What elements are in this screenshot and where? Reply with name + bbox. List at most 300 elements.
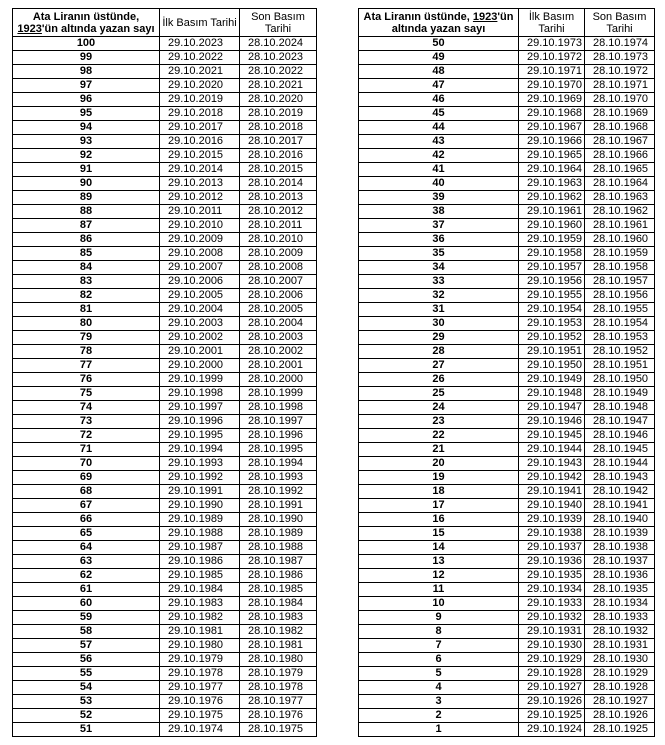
row-first-print: 29.10.1925 — [519, 709, 585, 723]
row-first-print: 29.10.1995 — [160, 429, 240, 443]
row-first-print: 29.10.1989 — [160, 513, 240, 527]
table-row — [359, 653, 655, 667]
row-last-print: 28.10.1953 — [585, 331, 655, 345]
table-row — [359, 597, 655, 611]
row-first-print: 29.10.1933 — [519, 597, 585, 611]
table-row — [359, 177, 655, 191]
table-row — [359, 121, 655, 135]
row-last-print: 28.10.1991 — [240, 499, 317, 513]
row-first-print: 29.10.2014 — [160, 163, 240, 177]
row-number: 74 — [13, 401, 160, 415]
row-first-print: 29.10.1965 — [519, 149, 585, 163]
row-number: 90 — [13, 177, 160, 191]
row-first-print: 29.10.1997 — [160, 401, 240, 415]
row-number: 12 — [359, 569, 519, 583]
table-row — [359, 415, 655, 429]
row-number: 72 — [13, 429, 160, 443]
table-row — [13, 79, 317, 93]
header-row — [359, 9, 655, 37]
row-first-print: 29.10.2023 — [160, 37, 240, 51]
row-number: 100 — [13, 37, 160, 51]
row-number: 98 — [13, 65, 160, 79]
table-row — [13, 219, 317, 233]
row-last-print: 28.10.1948 — [585, 401, 655, 415]
row-number: 27 — [359, 359, 519, 373]
row-number: 46 — [359, 93, 519, 107]
row-last-print: 28.10.1959 — [585, 247, 655, 261]
row-last-print: 28.10.1927 — [585, 695, 655, 709]
table-row — [13, 373, 317, 387]
row-number: 83 — [13, 275, 160, 289]
row-number: 3 — [359, 695, 519, 709]
row-last-print: 28.10.1945 — [585, 443, 655, 457]
row-first-print: 29.10.1963 — [519, 177, 585, 191]
row-number: 75 — [13, 387, 160, 401]
row-first-print: 29.10.1971 — [519, 65, 585, 79]
row-number: 44 — [359, 121, 519, 135]
row-first-print: 29.10.2000 — [160, 359, 240, 373]
row-number: 73 — [13, 415, 160, 429]
table-row — [13, 205, 317, 219]
row-number: 71 — [13, 443, 160, 457]
row-first-print: 29.10.2015 — [160, 149, 240, 163]
row-last-print: 28.10.2022 — [240, 65, 317, 79]
row-last-print: 28.10.1941 — [585, 499, 655, 513]
row-first-print: 29.10.2013 — [160, 177, 240, 191]
table-row — [359, 93, 655, 107]
row-number: 65 — [13, 527, 160, 541]
table-row — [359, 205, 655, 219]
row-first-print: 29.10.1978 — [160, 667, 240, 681]
row-number: 80 — [13, 317, 160, 331]
row-first-print: 29.10.1956 — [519, 275, 585, 289]
row-first-print: 29.10.1952 — [519, 331, 585, 345]
row-number: 92 — [13, 149, 160, 163]
row-last-print: 28.10.1943 — [585, 471, 655, 485]
row-first-print: 29.10.1969 — [519, 93, 585, 107]
table-row — [359, 163, 655, 177]
row-last-print: 28.10.1963 — [585, 191, 655, 205]
table-row — [359, 303, 655, 317]
table-row — [13, 597, 317, 611]
row-number: 14 — [359, 541, 519, 555]
table-row — [13, 527, 317, 541]
row-number: 58 — [13, 625, 160, 639]
row-last-print: 28.10.2014 — [240, 177, 317, 191]
row-last-print: 28.10.2023 — [240, 51, 317, 65]
table-row — [13, 387, 317, 401]
row-first-print: 29.10.2022 — [160, 51, 240, 65]
table-row — [13, 569, 317, 583]
table-row — [359, 541, 655, 555]
row-last-print: 28.10.1969 — [585, 107, 655, 121]
table-row — [13, 653, 317, 667]
row-first-print: 29.10.1996 — [160, 415, 240, 429]
row-last-print: 28.10.1989 — [240, 527, 317, 541]
header-row — [13, 9, 317, 37]
row-number: 87 — [13, 219, 160, 233]
table-row — [13, 359, 317, 373]
table-row — [13, 611, 317, 625]
table-row — [359, 583, 655, 597]
table-row — [359, 709, 655, 723]
table-row — [13, 499, 317, 513]
table-row — [359, 443, 655, 457]
table-row — [359, 695, 655, 709]
table-row — [359, 681, 655, 695]
table-row — [13, 429, 317, 443]
row-first-print: 29.10.1927 — [519, 681, 585, 695]
row-first-print: 29.10.1932 — [519, 611, 585, 625]
row-last-print: 28.10.1961 — [585, 219, 655, 233]
row-last-print: 28.10.1973 — [585, 51, 655, 65]
row-last-print: 28.10.2017 — [240, 135, 317, 149]
table-row — [13, 639, 317, 653]
row-number: 86 — [13, 233, 160, 247]
row-first-print: 29.10.2004 — [160, 303, 240, 317]
row-number: 76 — [13, 373, 160, 387]
row-first-print: 29.10.1936 — [519, 555, 585, 569]
row-last-print: 28.10.1990 — [240, 513, 317, 527]
row-first-print: 29.10.2018 — [160, 107, 240, 121]
row-number: 1 — [359, 723, 519, 737]
table-row — [359, 387, 655, 401]
row-number: 2 — [359, 709, 519, 723]
table-row — [13, 149, 317, 163]
table-row — [13, 331, 317, 345]
table-row — [13, 443, 317, 457]
left-table — [12, 8, 317, 737]
row-number: 31 — [359, 303, 519, 317]
row-first-print: 29.10.1954 — [519, 303, 585, 317]
row-last-print: 28.10.1951 — [585, 359, 655, 373]
table-row — [13, 37, 317, 51]
table-row — [359, 429, 655, 443]
row-first-print: 29.10.2005 — [160, 289, 240, 303]
table-row — [13, 723, 317, 737]
header-number-line1: Ata Liranın üstünde, — [32, 10, 140, 23]
row-first-print: 29.10.1930 — [519, 639, 585, 653]
row-number: 20 — [359, 457, 519, 471]
table-row — [359, 289, 655, 303]
row-first-print: 29.10.1929 — [519, 653, 585, 667]
row-first-print: 29.10.2016 — [160, 135, 240, 149]
row-number: 66 — [13, 513, 160, 527]
row-last-print: 28.10.1978 — [240, 681, 317, 695]
header-number-year: 1923 — [17, 22, 42, 35]
row-first-print: 29.10.1983 — [160, 597, 240, 611]
row-number: 96 — [13, 93, 160, 107]
row-last-print: 28.10.1980 — [240, 653, 317, 667]
row-number: 5 — [359, 667, 519, 681]
row-number: 42 — [359, 149, 519, 163]
row-number: 16 — [359, 513, 519, 527]
row-number: 97 — [13, 79, 160, 93]
row-first-print: 29.10.1970 — [519, 79, 585, 93]
row-first-print: 29.10.1999 — [160, 373, 240, 387]
row-first-print: 29.10.1947 — [519, 401, 585, 415]
table-row — [359, 51, 655, 65]
row-last-print: 28.10.1967 — [585, 135, 655, 149]
row-first-print: 29.10.1953 — [519, 317, 585, 331]
row-number: 10 — [359, 597, 519, 611]
table-row — [359, 513, 655, 527]
table-row — [359, 401, 655, 415]
row-number: 39 — [359, 191, 519, 205]
row-first-print: 29.10.1944 — [519, 443, 585, 457]
row-last-print: 28.10.1928 — [585, 681, 655, 695]
row-last-print: 28.10.1995 — [240, 443, 317, 457]
row-first-print: 29.10.1975 — [160, 709, 240, 723]
header-number-year: 1923 — [472, 10, 498, 23]
row-number: 25 — [359, 387, 519, 401]
row-number: 52 — [13, 709, 160, 723]
row-last-print: 28.10.2024 — [240, 37, 317, 51]
row-last-print: 28.10.1942 — [585, 485, 655, 499]
row-number: 81 — [13, 303, 160, 317]
row-first-print: 29.10.1960 — [519, 219, 585, 233]
row-first-print: 29.10.1988 — [160, 527, 240, 541]
row-number: 56 — [13, 653, 160, 667]
row-number: 59 — [13, 611, 160, 625]
row-number: 50 — [359, 37, 519, 51]
row-number: 9 — [359, 611, 519, 625]
row-last-print: 28.10.1955 — [585, 303, 655, 317]
row-number: 43 — [359, 135, 519, 149]
row-last-print: 28.10.2010 — [240, 233, 317, 247]
row-last-print: 28.10.2012 — [240, 205, 317, 219]
row-last-print: 28.10.1968 — [585, 121, 655, 135]
row-first-print: 29.10.1928 — [519, 667, 585, 681]
row-first-print: 29.10.1931 — [519, 625, 585, 639]
row-first-print: 29.10.1994 — [160, 443, 240, 457]
row-first-print: 29.10.1957 — [519, 261, 585, 275]
row-first-print: 29.10.1924 — [519, 723, 585, 737]
row-number: 38 — [359, 205, 519, 219]
row-first-print: 29.10.1967 — [519, 121, 585, 135]
row-last-print: 28.10.1976 — [240, 709, 317, 723]
row-last-print: 28.10.1962 — [585, 205, 655, 219]
row-last-print: 28.10.2019 — [240, 107, 317, 121]
row-first-print: 29.10.1945 — [519, 429, 585, 443]
row-last-print: 28.10.1971 — [585, 79, 655, 93]
row-last-print: 28.10.2009 — [240, 247, 317, 261]
row-number: 91 — [13, 163, 160, 177]
table-row — [13, 247, 317, 261]
row-number: 70 — [13, 457, 160, 471]
row-last-print: 28.10.1939 — [585, 527, 655, 541]
table-row — [13, 513, 317, 527]
row-first-print: 29.10.2010 — [160, 219, 240, 233]
table-row — [359, 639, 655, 653]
row-first-print: 29.10.1959 — [519, 233, 585, 247]
row-number: 22 — [359, 429, 519, 443]
table-row — [359, 611, 655, 625]
table-row — [13, 345, 317, 359]
row-last-print: 28.10.1933 — [585, 611, 655, 625]
row-last-print: 28.10.2020 — [240, 93, 317, 107]
table-row — [13, 625, 317, 639]
row-first-print: 29.10.1935 — [519, 569, 585, 583]
row-last-print: 28.10.1984 — [240, 597, 317, 611]
row-last-print: 28.10.1981 — [240, 639, 317, 653]
row-number: 99 — [13, 51, 160, 65]
row-last-print: 28.10.1970 — [585, 93, 655, 107]
row-first-print: 29.10.1990 — [160, 499, 240, 513]
row-first-print: 29.10.1974 — [160, 723, 240, 737]
row-last-print: 28.10.1940 — [585, 513, 655, 527]
row-first-print: 29.10.1981 — [160, 625, 240, 639]
table-row — [359, 527, 655, 541]
table-row — [359, 457, 655, 471]
row-first-print: 29.10.1966 — [519, 135, 585, 149]
table-row — [13, 485, 317, 499]
table-row — [359, 485, 655, 499]
table-row — [359, 499, 655, 513]
row-first-print: 29.10.1980 — [160, 639, 240, 653]
row-first-print: 29.10.1934 — [519, 583, 585, 597]
row-number: 48 — [359, 65, 519, 79]
row-first-print: 29.10.1949 — [519, 373, 585, 387]
row-number: 64 — [13, 541, 160, 555]
table-row — [13, 471, 317, 485]
row-last-print: 28.10.1994 — [240, 457, 317, 471]
row-last-print: 28.10.2002 — [240, 345, 317, 359]
table-row — [359, 345, 655, 359]
row-first-print: 29.10.2012 — [160, 191, 240, 205]
table-row — [13, 695, 317, 709]
row-number: 34 — [359, 261, 519, 275]
row-first-print: 29.10.2021 — [160, 65, 240, 79]
row-first-print: 29.10.1950 — [519, 359, 585, 373]
row-number: 47 — [359, 79, 519, 93]
row-last-print: 28.10.1965 — [585, 163, 655, 177]
row-first-print: 29.10.2007 — [160, 261, 240, 275]
row-number: 68 — [13, 485, 160, 499]
row-first-print: 29.10.2008 — [160, 247, 240, 261]
row-number: 29 — [359, 331, 519, 345]
row-first-print: 29.10.1979 — [160, 653, 240, 667]
row-first-print: 29.10.1973 — [519, 37, 585, 51]
table-row — [359, 331, 655, 345]
table-row — [13, 135, 317, 149]
row-last-print: 28.10.1952 — [585, 345, 655, 359]
row-last-print: 28.10.2000 — [240, 373, 317, 387]
table-row — [13, 121, 317, 135]
row-last-print: 28.10.2013 — [240, 191, 317, 205]
row-last-print: 28.10.1993 — [240, 471, 317, 485]
row-last-print: 28.10.1958 — [585, 261, 655, 275]
row-last-print: 28.10.1982 — [240, 625, 317, 639]
table-row — [359, 149, 655, 163]
row-last-print: 28.10.1938 — [585, 541, 655, 555]
row-first-print: 29.10.1985 — [160, 569, 240, 583]
table-row — [13, 709, 317, 723]
row-first-print: 29.10.1951 — [519, 345, 585, 359]
row-number: 33 — [359, 275, 519, 289]
row-last-print: 28.10.1998 — [240, 401, 317, 415]
header-last-print: Son Basım Tarihi — [240, 9, 317, 37]
row-last-print: 28.10.2018 — [240, 121, 317, 135]
row-first-print: 29.10.1987 — [160, 541, 240, 555]
row-number: 17 — [359, 499, 519, 513]
header-first-print: İlk Basım Tarihi — [160, 9, 240, 37]
table-row — [13, 289, 317, 303]
row-first-print: 29.10.1948 — [519, 387, 585, 401]
table-row — [13, 415, 317, 429]
table-row — [359, 471, 655, 485]
row-number: 37 — [359, 219, 519, 233]
table-row — [359, 359, 655, 373]
row-first-print: 29.10.1955 — [519, 289, 585, 303]
row-first-print: 29.10.1941 — [519, 485, 585, 499]
row-first-print: 29.10.1940 — [519, 499, 585, 513]
row-number: 18 — [359, 485, 519, 499]
row-number: 7 — [359, 639, 519, 653]
row-number: 84 — [13, 261, 160, 275]
row-first-print: 29.10.2011 — [160, 205, 240, 219]
header-last-print: Son Basım Tarihi — [585, 9, 655, 37]
header-number-rest: 'ün altında yazan sayı — [391, 10, 514, 35]
row-number: 28 — [359, 345, 519, 359]
row-last-print: 28.10.2005 — [240, 303, 317, 317]
table-row — [359, 247, 655, 261]
table-row — [359, 625, 655, 639]
row-last-print: 28.10.1931 — [585, 639, 655, 653]
table-row — [359, 65, 655, 79]
row-first-print: 29.10.1984 — [160, 583, 240, 597]
row-number: 60 — [13, 597, 160, 611]
row-number: 26 — [359, 373, 519, 387]
row-first-print: 29.10.1964 — [519, 163, 585, 177]
row-first-print: 29.10.1986 — [160, 555, 240, 569]
row-last-print: 28.10.1960 — [585, 233, 655, 247]
row-last-print: 28.10.1954 — [585, 317, 655, 331]
row-last-print: 28.10.1929 — [585, 667, 655, 681]
row-last-print: 28.10.1974 — [585, 37, 655, 51]
row-last-print: 28.10.1977 — [240, 695, 317, 709]
row-first-print: 29.10.1946 — [519, 415, 585, 429]
row-number: 53 — [13, 695, 160, 709]
row-number: 94 — [13, 121, 160, 135]
row-first-print: 29.10.1938 — [519, 527, 585, 541]
row-first-print: 29.10.1977 — [160, 681, 240, 695]
header-first-print: İlk Basım Tarihi — [519, 9, 585, 37]
row-number: 30 — [359, 317, 519, 331]
row-last-print: 28.10.1964 — [585, 177, 655, 191]
row-last-print: 28.10.1934 — [585, 597, 655, 611]
row-last-print: 28.10.2004 — [240, 317, 317, 331]
row-number: 6 — [359, 653, 519, 667]
row-number: 21 — [359, 443, 519, 457]
header-number-rest: 'ün altında yazan sayı — [41, 22, 155, 35]
row-last-print: 28.10.1996 — [240, 429, 317, 443]
row-number: 55 — [13, 667, 160, 681]
table-row — [359, 555, 655, 569]
row-last-print: 28.10.2008 — [240, 261, 317, 275]
row-number: 93 — [13, 135, 160, 149]
row-last-print: 28.10.1936 — [585, 569, 655, 583]
row-first-print: 29.10.1942 — [519, 471, 585, 485]
row-first-print: 29.10.1976 — [160, 695, 240, 709]
table-row — [13, 401, 317, 415]
table-row — [13, 65, 317, 79]
table-row — [359, 261, 655, 275]
row-first-print: 29.10.1939 — [519, 513, 585, 527]
row-last-print: 28.10.2021 — [240, 79, 317, 93]
row-last-print: 28.10.1926 — [585, 709, 655, 723]
row-number: 45 — [359, 107, 519, 121]
